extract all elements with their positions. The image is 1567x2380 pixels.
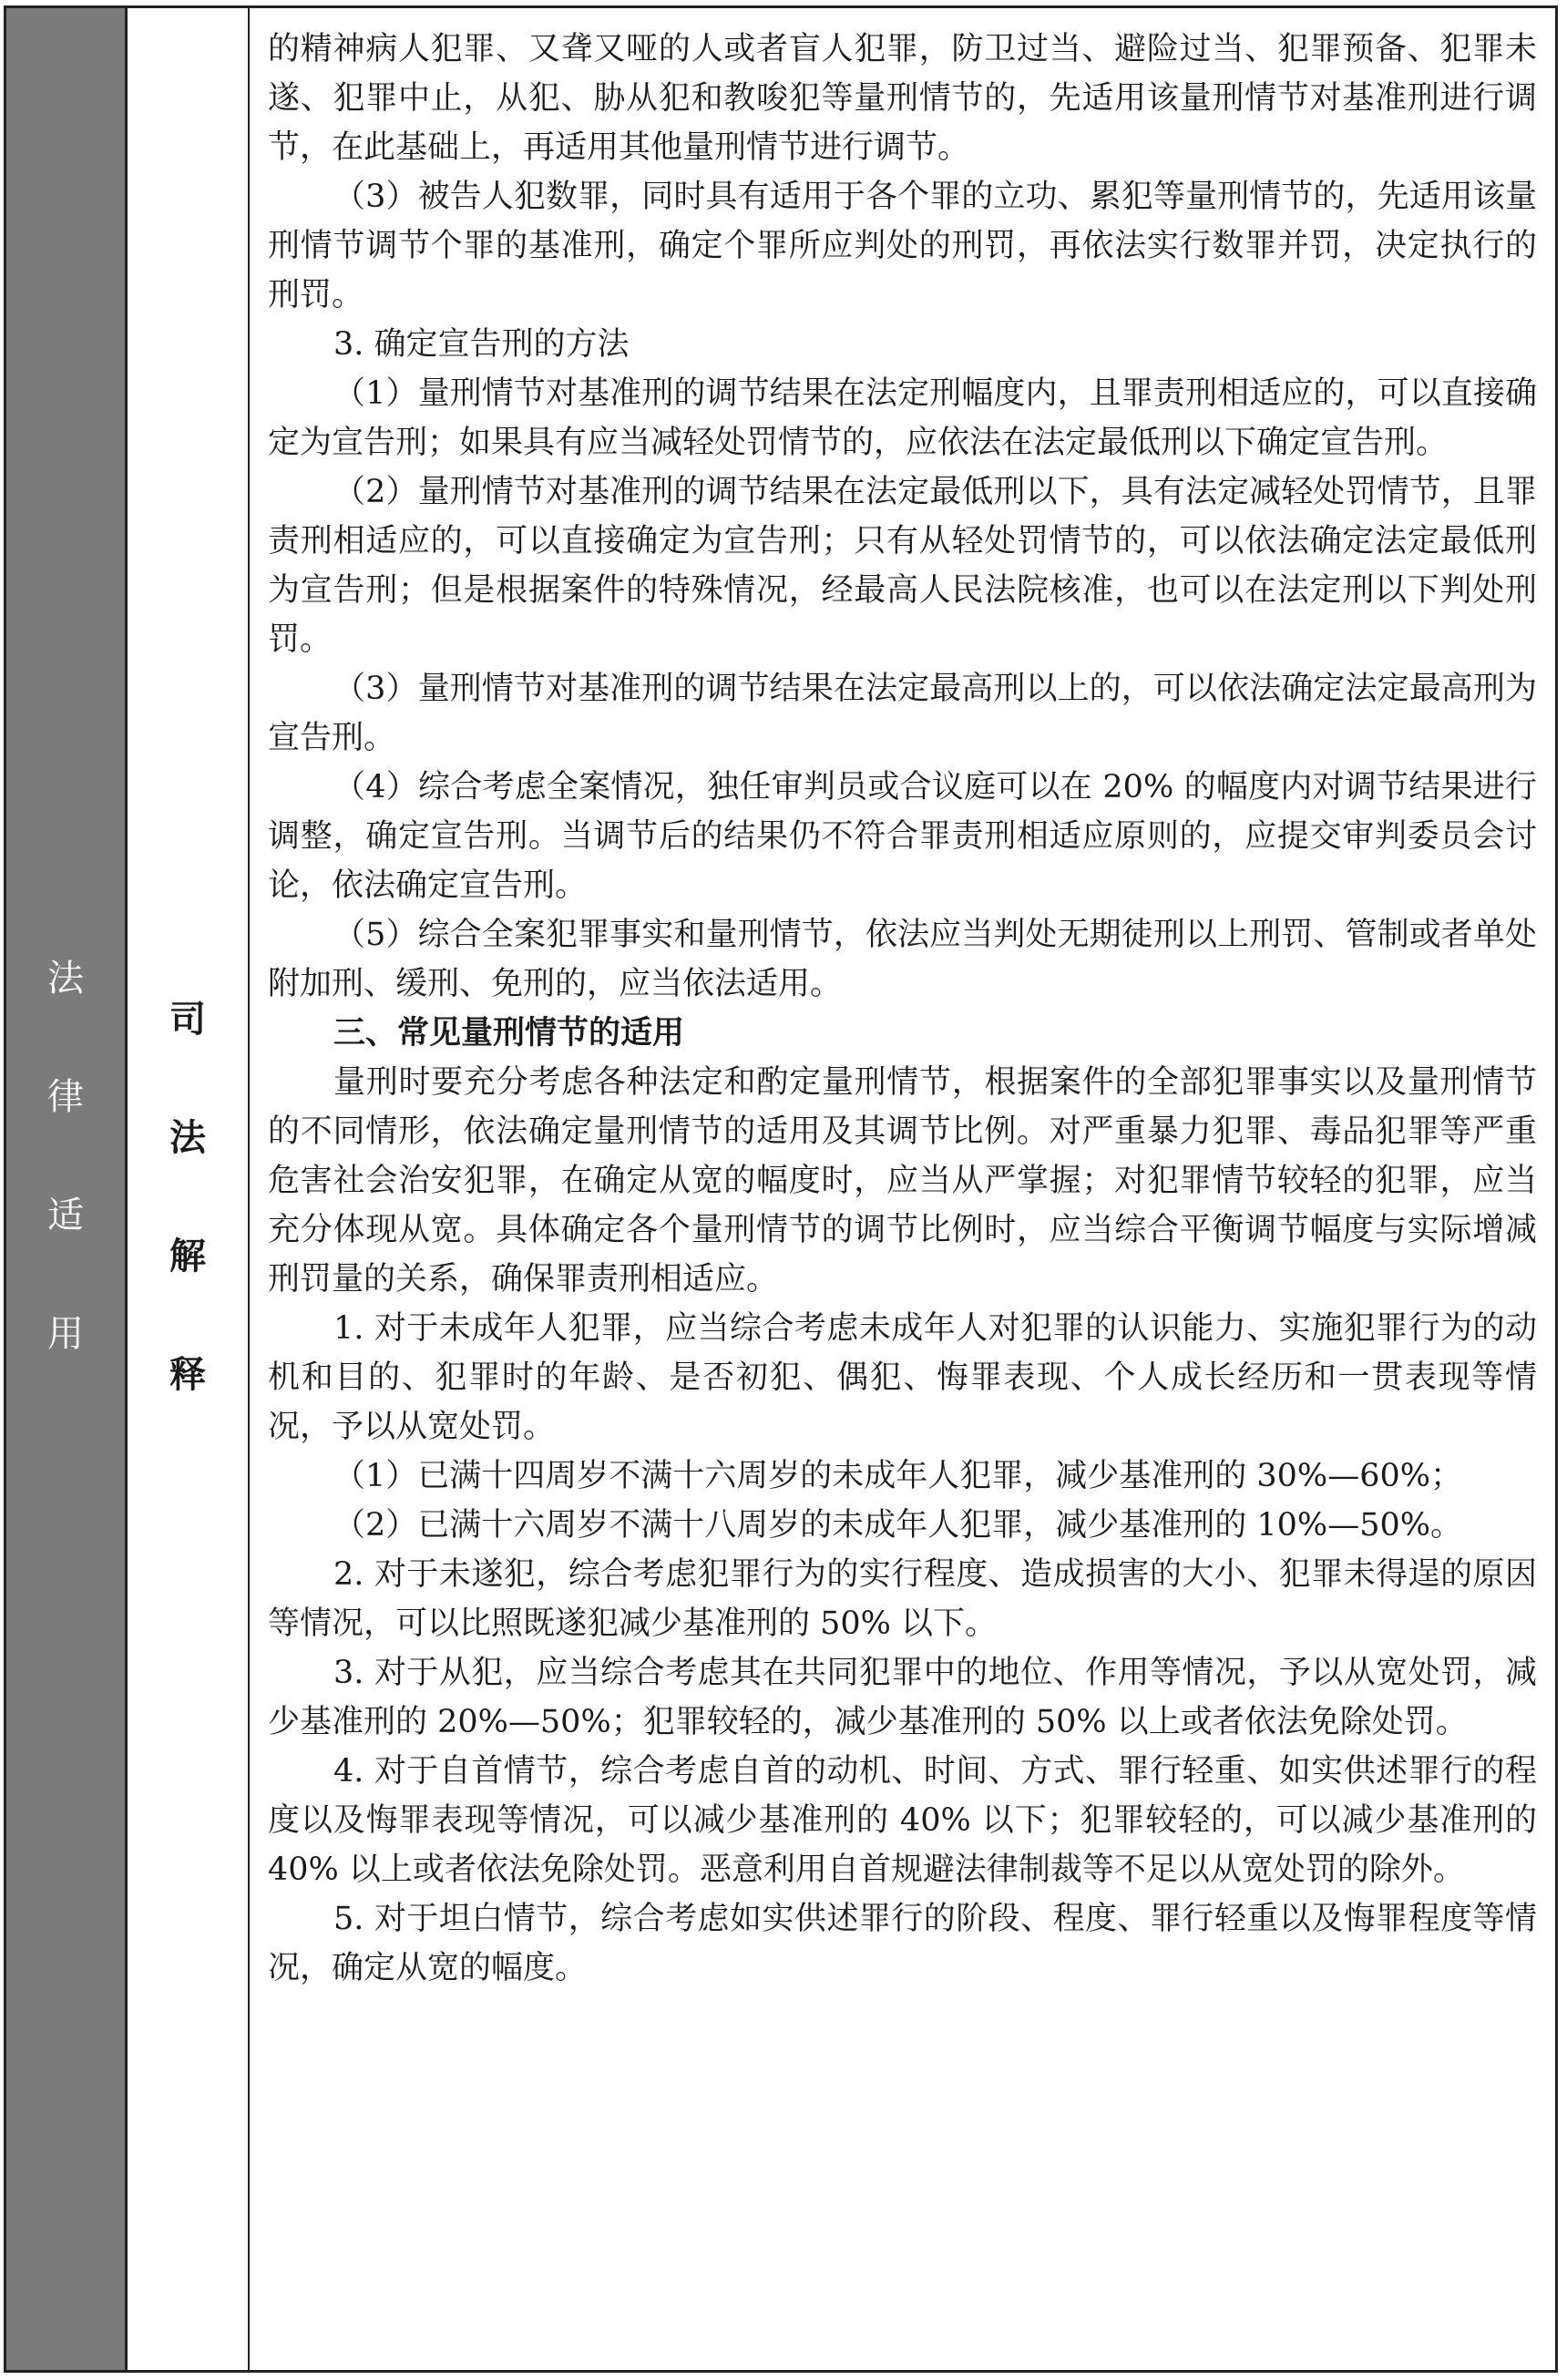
paragraph: （4）综合考虑全案情况，独任审判员或合议庭可以在 20% 的幅度内对调节结果进行调整，确定宣告刑。当调节后的结果仍不符合罪责刑相适应原则的，应提交审判委员会讨论，依法确定宣告刑。 — [268, 769, 1537, 904]
category-char: 律 — [47, 1076, 84, 1118]
paragraph: （1）量刑情节对基准刑的调节结果在法定刑幅度内，且罪责刑相适应的，可以直接确定为宣告刑；如果具有应当减轻处罚情节的，应依法在法定最低刑以下确定宣告刑。 — [268, 375, 1537, 461]
paragraph: （3）被告人犯数罪，同时具有适用于各个罪的立功、累犯等量刑情节的，先适用该量刑情节调节个罪的基准刑，确定个罪所应判处的刑罚，再依法实行数罪并罚，决定执行的刑罚。 — [268, 179, 1537, 313]
paragraph: 5. 对于坦白情节，综合考虑如实供述罪行的阶段、程度、罪行轻重以及悔罪程度等情况，确定从宽的幅度。 — [268, 1901, 1537, 1986]
subcategory-char: 法 — [169, 1116, 206, 1159]
category-label — [6, 956, 125, 1430]
paragraph: （2）已满十六周岁不满十八周岁的未成年人犯罪，减少基准刑的 10%—50%。 — [333, 1507, 1462, 1544]
category-column — [6, 8, 128, 2370]
category-char: 法 — [47, 958, 84, 1000]
paragraph: 1. 对于未成年人犯罪，应当综合考虑未成年人对犯罪的认识能力、实施犯罪行为的动机和目的、犯罪时的年龄、是否初犯、偶犯、悔罪表现、个人成长经历和一贯表现等情况，予以从宽处罚。 — [268, 1310, 1537, 1445]
subcategory-column — [128, 8, 250, 2370]
paragraph: （3）量刑情节对基准刑的调节结果在法定最高刑以上的，可以依法确定法定最高刑为宣告刑。 — [268, 671, 1537, 756]
subcategory-char: 司 — [169, 998, 206, 1041]
subcategory-char: 解 — [169, 1235, 206, 1277]
paragraph: （2）量刑情节对基准刑的调节结果在法定最低刑以下，具有法定减轻处罚情节，且罪责刑相适应的，可以直接确定为宣告刑；只有从轻处罚情节的，可以依法确定法定最低刑为宣告刑；但是根据案件的特殊情况，经最高人民法院核准，也可以在法定刑以下判处刑罚。 — [268, 474, 1537, 658]
paragraph: 3. 对于从犯，应当综合考虑其在共同犯罪中的地位、作用等情况，予以从宽处罚，减少基准刑的 20%—50%；犯罪较轻的，减少基准刑的 50% 以上或者依法免除处罚。 — [268, 1655, 1537, 1740]
paragraph: （5）综合全案犯罪事实和量刑情节，依法应当判处无期徒刑以上刑罚、管制或者单处附加刑、缓刑、免刑的，应当依法适用。 — [268, 917, 1537, 1002]
paragraph: 的精神病人犯罪、又聋又哑的人或者盲人犯罪，防卫过当、避险过当、犯罪预备、犯罪未遂、犯罪中止，从犯、胁从犯和教唆犯等量刑情节的，先适用该量刑情节对基准刑进行调节，在此基础上，再适用其他量刑情节进行调节。 — [268, 31, 1537, 166]
paragraph: （1）已满十四周岁不满十六周岁的未成年人犯罪，减少基准刑的 30%—60%； — [333, 1458, 1462, 1494]
content-column — [250, 8, 1555, 2370]
paragraph: 量刑时要充分考虑各种法定和酌定量刑情节，根据案件的全部犯罪事实以及量刑情节的不同情形，依法确定量刑情节的适用及其调节比例。对严重暴力犯罪、毒品犯罪等严重危害社会治安犯罪，在确定从宽的幅度时，应当从严掌握；对犯罪情节较轻的犯罪，应当充分体现从宽。具体确定各个量刑情节的调节比例时，应当综合平衡调节幅度与实际增减刑罚量的关系，确保罪责刑相适应。 — [268, 1064, 1537, 1298]
subcategory-char: 释 — [169, 1353, 206, 1396]
paragraph: 2. 对于未遂犯，综合考虑犯罪行为的实行程度、造成损害的大小、犯罪未得逞的原因等情况，可以比照既遂犯减少基准刑的 50% 以下。 — [268, 1556, 1537, 1642]
paragraph: 4. 对于自首情节，综合考虑自首的动机、时间、方式、罪行轻重、如实供述罪行的程度以及悔罪表现等情况，可以减少基准刑的 40% 以下；犯罪较轻的，可以减少基准刑的 40% 以上或者依法免除处罚。恶意利用自首规避法律制裁等不足以从宽处罚的除外。 — [268, 1753, 1537, 1888]
subcategory-label — [128, 997, 248, 1471]
table-frame — [4, 5, 1558, 2373]
category-char: 用 — [47, 1313, 84, 1355]
paragraph: 3. 确定宣告刑的方法 — [333, 326, 630, 363]
section-heading: 三、常见量刑情节的适用 — [333, 1014, 685, 1052]
category-char: 适 — [47, 1195, 84, 1236]
